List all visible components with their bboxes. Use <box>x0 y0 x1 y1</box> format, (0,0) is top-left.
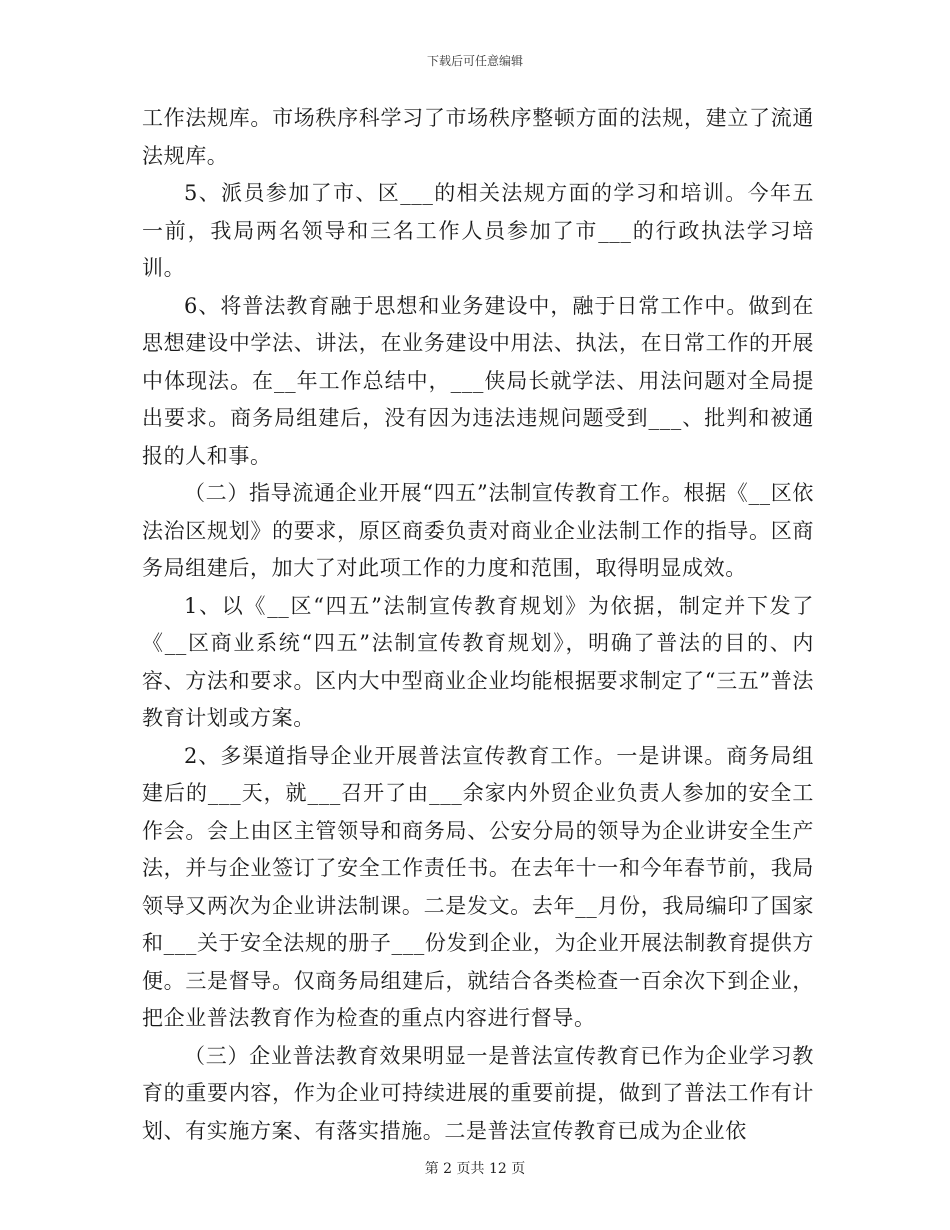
paragraph-continuation: 工作法规库。市场秩序科学习了市场秩序整顿方面的法规，建立了流通法规库。 <box>142 106 814 168</box>
paragraph-section-3: （三）企业普法教育效果明显一是普法宣传教育已作为企业学习教育的重要内容，作为企业可持续进展的重要前提，做到了普法工作有计划、有实施方案、有落实措施。二是普法宣传教育已成为企业依 <box>142 1043 814 1143</box>
page-footer: 第 2 页共 12 页 <box>424 1161 526 1177</box>
paragraph-item-6: 6、将普法教育融于思想和业务建设中，融于日常工作中。做到在思想建设中学法、讲法，在业务建设中用法、执法，在日常工作的开展中体现法。在__年工作总结中，___侠局长就学法、用法问题对全局提出要求。商务局组建后，没有因为违法违规问题受到___、批判和被通报的人和事。 <box>142 293 814 468</box>
paragraph-section-2: （二）指导流通企业开展“四五”法制宣传教育工作。根据《__区依法治区规划》的要求，原区商委负责对商业企业法制工作的指导。区商务局组建后，加大了对此项工作的力度和范围，取得明显成效。 <box>142 481 814 580</box>
paragraph-section-2-item-1: 1、以《__区“四五”法制宣传教育规划》为依据，制定并下发了《__区商业系统“四五”法制宣传教育规划》，明确了普法的目的、内容、方法和要求。区内大中型商业企业均能根据要求制定了“三五”普法教育计划或方案。 <box>142 593 814 730</box>
page-header: 下载后可任意编辑 <box>426 54 523 68</box>
document-body <box>142 100 814 1150</box>
paragraph-item-5: 5、派员参加了市、区___的相关法规方面的学习和培训。今年五一前，我局两名领导和三名工作人员参加了市___的行政执法学习培训。 <box>142 181 814 280</box>
paragraph-section-2-item-2: 2、多渠道指导企业开展普法宣传教育工作。一是讲课。商务局组建后的___天，就___召开了由___余家内外贸企业负责人参加的安全工作会。会上由区主管领导和商务局、公安分局的领导为企业讲安全生产法，并与企业签订了安全工作责任书。在去年十一和今年春节前，我局领导又两次为企业讲法制课。二是发文。去年__月份，我局编印了国家和___关于安全法规的册子___份发到企业，为企业开展法制教育提供方便。三是督导。仅商务局组建后，就结合各类检查一百余次下到企业，把企业普法教育作为检查的重点内容进行督导。 <box>142 743 814 1030</box>
